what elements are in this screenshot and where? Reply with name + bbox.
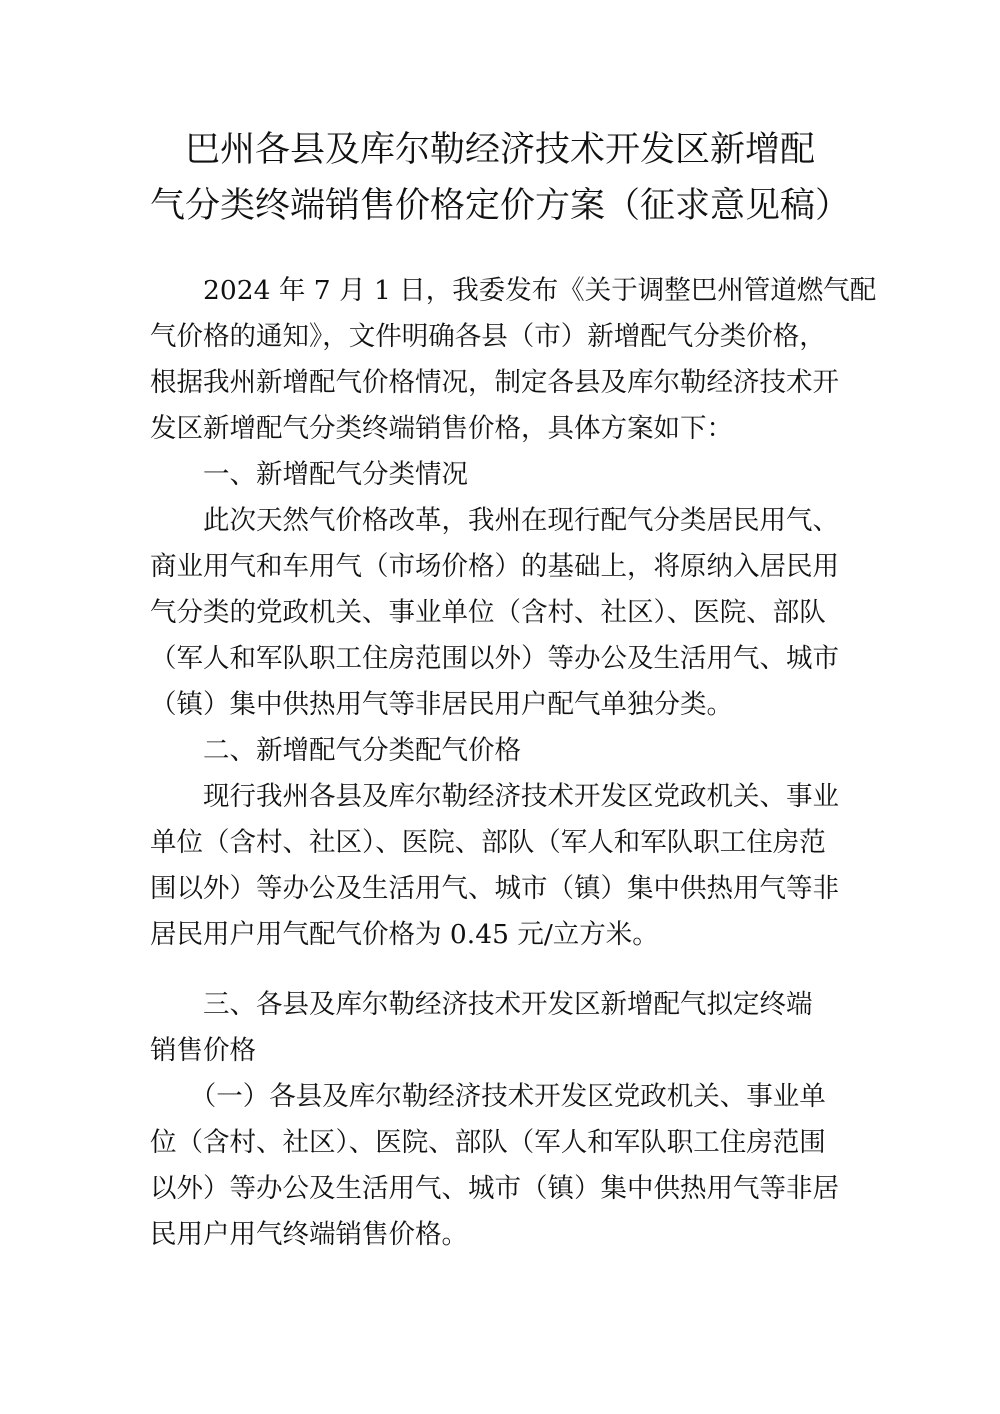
body-line: 2024 年 7 月 1 日，我委发布《关于调整巴州管道燃气配	[150, 275, 877, 306]
section-heading-3: 三、各县及库尔勒经济技术开发区新增配气拟定终端	[150, 989, 813, 1020]
body-line: 居民用户用气配气价格为 0.45 元/立方米。	[150, 919, 659, 950]
body-line: 民用户用气终端销售价格。	[150, 1219, 468, 1250]
body-line: 气分类的党政机关、事业单位（含村、社区）、医院、部队	[150, 597, 826, 628]
body-line: 围以外）等办公及生活用气、城市（镇）集中供热用气等非	[150, 873, 839, 904]
document-title	[120, 122, 880, 234]
body-line: （镇）集中供热用气等非居民用户配气单独分类。	[150, 689, 733, 720]
section-heading-1: 一、新增配气分类情况	[150, 459, 468, 490]
body-line: 单位（含村、社区）、医院、部队（军人和军队职工住房范	[150, 827, 826, 858]
body-line: 位（含村、社区）、医院、部队（军人和军队职工住房范围	[150, 1127, 826, 1158]
body-line: 根据我州新增配气价格情况，制定各县及库尔勒经济技术开	[150, 367, 839, 398]
body-line: 现行我州各县及库尔勒经济技术开发区党政机关、事业	[150, 781, 839, 812]
body-line: 以外）等办公及生活用气、城市（镇）集中供热用气等非居	[150, 1173, 839, 1204]
body-line: 此次天然气价格改革，我州在现行配气分类居民用气、	[150, 505, 839, 536]
body-line: 气价格的通知》，文件明确各县（市）新增配气分类价格，	[150, 321, 826, 352]
document-body	[150, 268, 877, 1258]
body-line: 商业用气和车用气（市场价格）的基础上，将原纳入居民用	[150, 551, 839, 582]
body-line: 发区新增配气分类终端销售价格，具体方案如下：	[150, 413, 733, 444]
body-line: （一）各县及库尔勒经济技术开发区党政机关、事业单	[150, 1081, 826, 1112]
title-line-2: 气分类终端销售价格定价方案（征求意见稿）	[149, 186, 850, 226]
title-line-1: 巴州各县及库尔勒经济技术开发区新增配	[184, 130, 815, 170]
section-heading-3-cont: 销售价格	[150, 1035, 256, 1066]
section-heading-2: 二、新增配气分类配气价格	[150, 735, 521, 766]
body-line: （军人和军队职工住房范围以外）等办公及生活用气、城市	[150, 643, 839, 674]
